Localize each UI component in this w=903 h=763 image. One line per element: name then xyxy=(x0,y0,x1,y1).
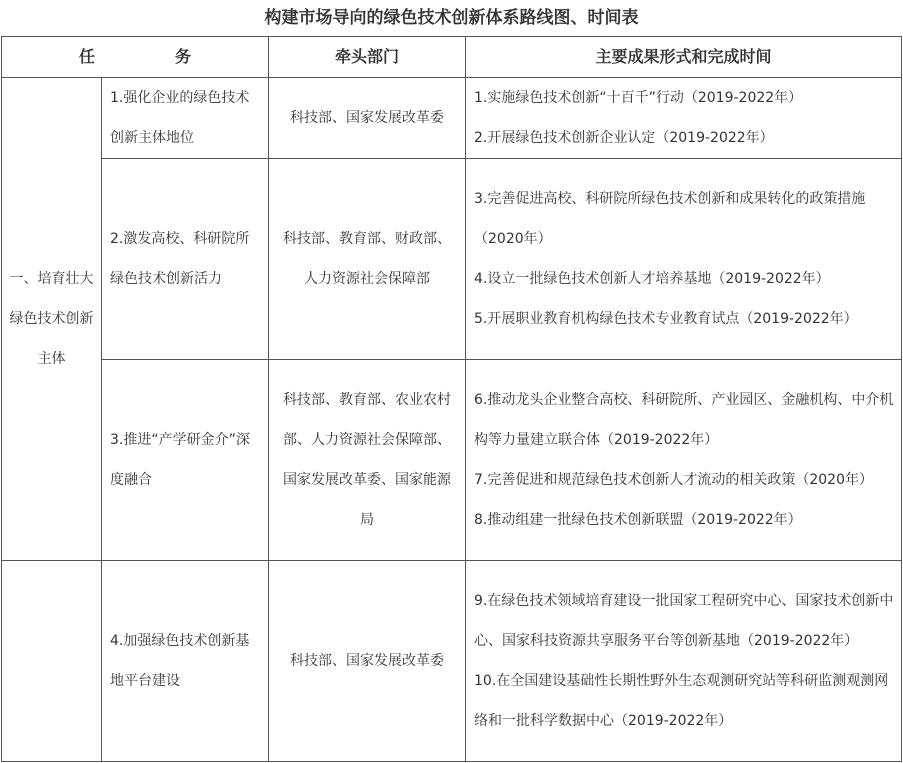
header-dept: 牵头部门 xyxy=(269,37,466,78)
task-cell: 2.激发高校、科研院所绿色技术创新活力 xyxy=(102,159,269,360)
dept-cell: 科技部、教育部、农业农村部、人力资源社会保障部、国家发展改革委、国家能源局 xyxy=(269,360,466,561)
header-results: 主要成果形式和完成时间 xyxy=(466,37,902,78)
table-row xyxy=(2,159,902,360)
header-task-right: 务 xyxy=(175,47,192,66)
result-item: 7.完善促进和规范绿色技术创新人才流动的相关政策（2020年） xyxy=(474,472,873,488)
result-item: 4.设立一批绿色技术创新人才培养基地（2019-2022年） xyxy=(474,271,830,287)
task-cell: 4.加强绿色技术创新基地平台建设 xyxy=(102,561,269,762)
result-item: 3.完善促进高校、科研院所绿色技术创新和成果转化的政策措施（2020年） xyxy=(474,191,866,247)
table-row xyxy=(2,561,902,762)
result-item: 5.开展职业教育机构绿色技术专业教育试点（2019-2022年） xyxy=(474,311,858,327)
table-row xyxy=(2,78,902,159)
result-item: 2.开展绿色技术创新企业认定（2019-2022年） xyxy=(474,130,774,146)
dept-cell: 科技部、教育部、财政部、人力资源社会保障部 xyxy=(269,159,466,360)
category-cell: 一、培育壮大绿色技术创新主体 xyxy=(2,78,102,561)
result-item: 6.推动龙头企业整合高校、科研院所、产业园区、金融机构、中介机构等力量建立联合体（2019-2022年） xyxy=(474,392,894,448)
results-cell xyxy=(466,561,902,762)
result-item: 9.在绿色技术领域培育建设一批国家工程研究中心、国家技术创新中心、国家科技资源共享服务平台等创新基地（2019-2022年） xyxy=(474,593,894,649)
header-row xyxy=(2,37,902,78)
dept-cell: 科技部、国家发展改革委 xyxy=(269,561,466,762)
header-task-left: 任 xyxy=(78,47,95,66)
task-cell: 3.推进“产学研金介”深度融合 xyxy=(102,360,269,561)
result-item: 8.推动组建一批绿色技术创新联盟（2019-2022年） xyxy=(474,512,802,528)
roadmap-table xyxy=(1,36,902,762)
dept-cell: 科技部、国家发展改革委 xyxy=(269,78,466,159)
results-cell xyxy=(466,78,902,159)
result-item: 10.在全国建设基础性长期性野外生态观测研究站等科研监测观测网络和一批科学数据中心（2019-2022年） xyxy=(474,673,889,729)
category-cell-empty xyxy=(2,561,102,762)
results-cell xyxy=(466,159,902,360)
header-task xyxy=(2,37,269,78)
table-row xyxy=(2,360,902,561)
task-cell: 1.强化企业的绿色技术创新主体地位 xyxy=(102,78,269,159)
page-title: 构建市场导向的绿色技术创新体系路线图、时间表 xyxy=(264,8,639,28)
result-item: 1.实施绿色技术创新“十百千”行动（2019-2022年） xyxy=(474,90,803,106)
results-cell xyxy=(466,360,902,561)
